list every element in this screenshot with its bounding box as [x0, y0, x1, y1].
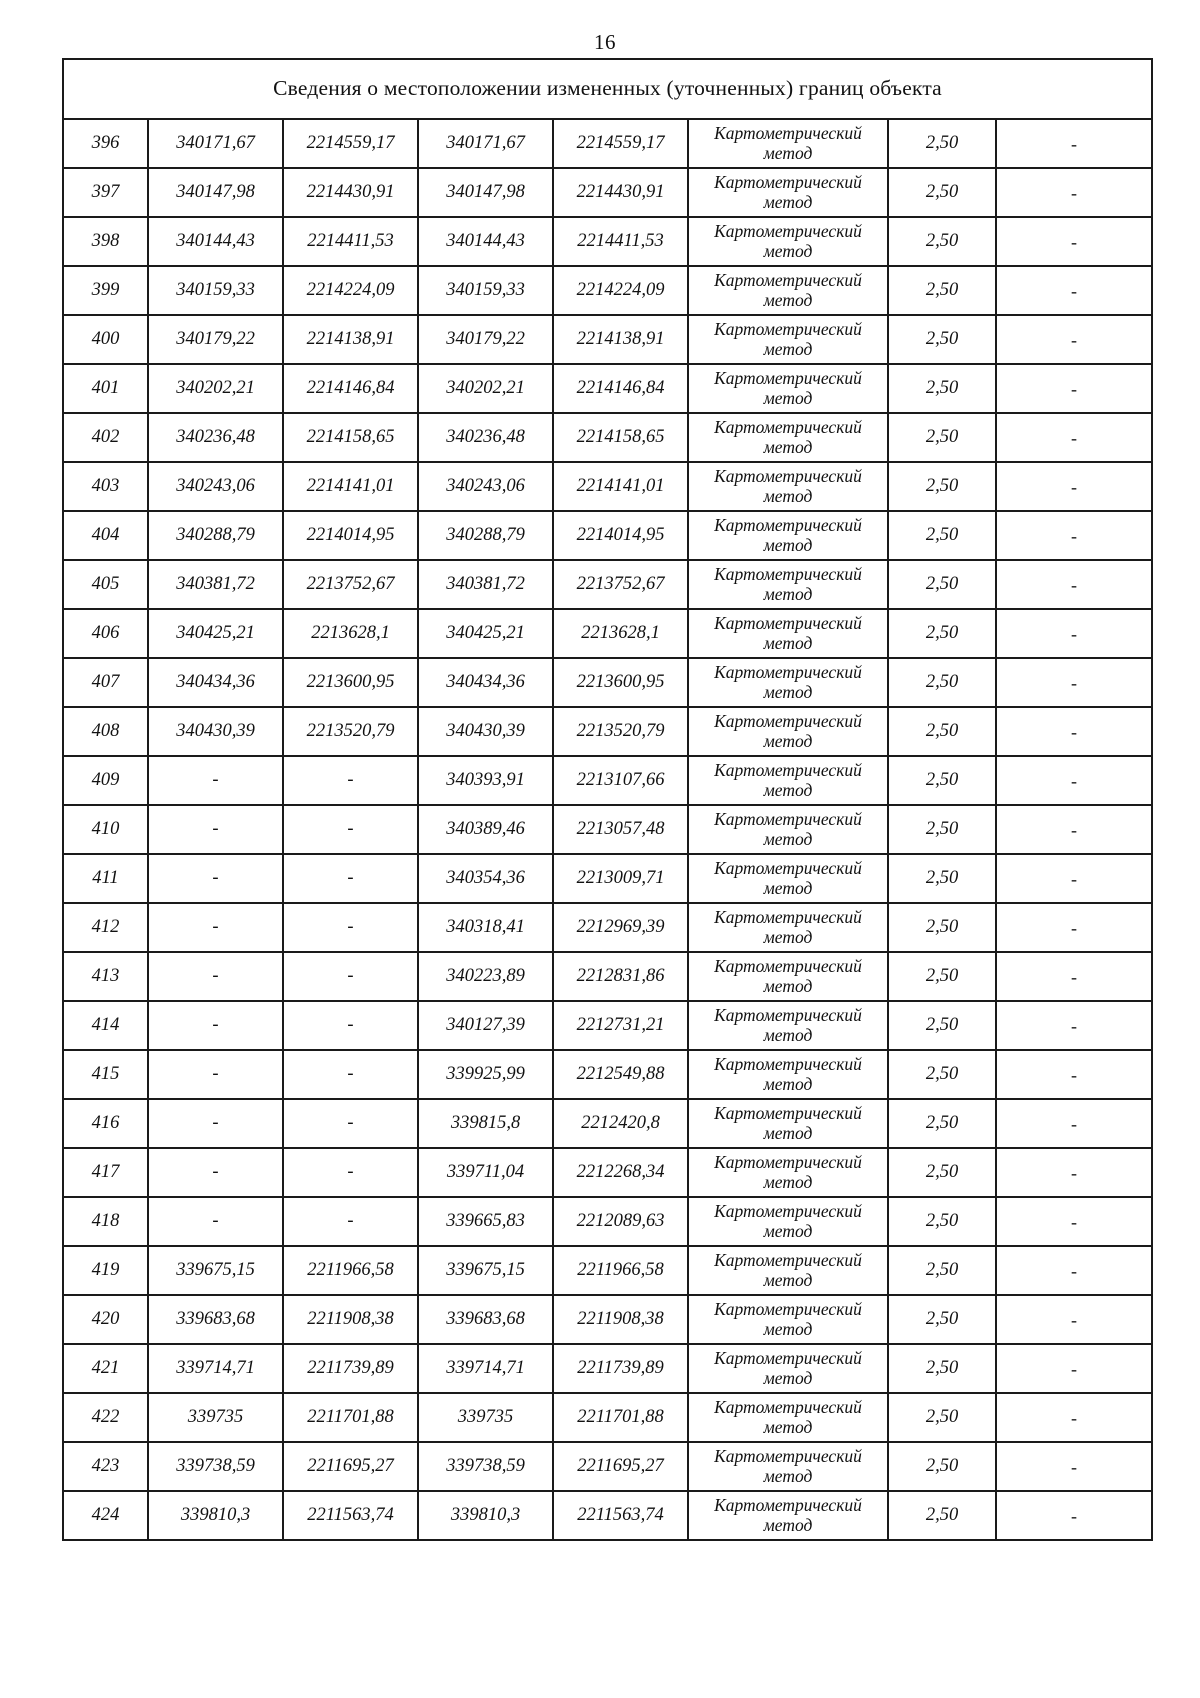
method-cell: Картометрический метод: [688, 1491, 888, 1540]
refined-x-cell: 339815,8: [418, 1099, 553, 1148]
point-number-cell: 401: [63, 364, 148, 413]
existing-x-cell: 339675,15: [148, 1246, 283, 1295]
accuracy-cell: 2,50: [888, 1295, 996, 1344]
method-cell: Картометрический метод: [688, 364, 888, 413]
refined-y-cell: 2213057,48: [553, 805, 688, 854]
method-cell: Картометрический метод: [688, 707, 888, 756]
point-number-cell: 423: [63, 1442, 148, 1491]
description-cell: -: [996, 1050, 1152, 1099]
refined-x-cell: 340434,36: [418, 658, 553, 707]
existing-x-cell: -: [148, 903, 283, 952]
accuracy-cell: 2,50: [888, 1050, 996, 1099]
table-row: [63, 1001, 1152, 1050]
table-row: [63, 1197, 1152, 1246]
point-number-cell: 405: [63, 560, 148, 609]
accuracy-cell: 2,50: [888, 315, 996, 364]
method-cell: Картометрический метод: [688, 560, 888, 609]
table-row: [63, 805, 1152, 854]
refined-x-cell: 339714,71: [418, 1344, 553, 1393]
point-number-cell: 418: [63, 1197, 148, 1246]
description-cell: -: [996, 707, 1152, 756]
description-cell: -: [996, 1001, 1152, 1050]
refined-x-cell: 340430,39: [418, 707, 553, 756]
table-row: [63, 364, 1152, 413]
accuracy-cell: 2,50: [888, 854, 996, 903]
existing-x-cell: 340147,98: [148, 168, 283, 217]
existing-y-cell: 2211695,27: [283, 1442, 418, 1491]
accuracy-cell: 2,50: [888, 609, 996, 658]
description-cell: -: [996, 1344, 1152, 1393]
method-cell: Картометрический метод: [688, 1295, 888, 1344]
existing-y-cell: -: [283, 1050, 418, 1099]
point-number-cell: 415: [63, 1050, 148, 1099]
method-cell: Картометрический метод: [688, 952, 888, 1001]
method-cell: Картометрический метод: [688, 1197, 888, 1246]
refined-x-cell: 339925,99: [418, 1050, 553, 1099]
existing-y-cell: -: [283, 1197, 418, 1246]
method-cell: Картометрический метод: [688, 1246, 888, 1295]
existing-y-cell: -: [283, 952, 418, 1001]
accuracy-cell: 2,50: [888, 1001, 996, 1050]
refined-x-cell: 340127,39: [418, 1001, 553, 1050]
description-cell: -: [996, 266, 1152, 315]
refined-y-cell: 2213107,66: [553, 756, 688, 805]
method-cell: Картометрический метод: [688, 658, 888, 707]
description-cell: -: [996, 854, 1152, 903]
method-cell: Картометрический метод: [688, 119, 888, 168]
existing-x-cell: 340425,21: [148, 609, 283, 658]
refined-y-cell: 2212731,21: [553, 1001, 688, 1050]
method-cell: Картометрический метод: [688, 903, 888, 952]
point-number-cell: 403: [63, 462, 148, 511]
method-cell: Картометрический метод: [688, 413, 888, 462]
refined-y-cell: 2212969,39: [553, 903, 688, 952]
table-row: [63, 1148, 1152, 1197]
refined-y-cell: 2214014,95: [553, 511, 688, 560]
refined-x-cell: 340159,33: [418, 266, 553, 315]
description-cell: -: [996, 1442, 1152, 1491]
table-row: [63, 1295, 1152, 1344]
existing-y-cell: -: [283, 903, 418, 952]
existing-x-cell: -: [148, 1050, 283, 1099]
existing-x-cell: -: [148, 756, 283, 805]
refined-y-cell: 2214138,91: [553, 315, 688, 364]
table-row: [63, 266, 1152, 315]
refined-y-cell: 2213752,67: [553, 560, 688, 609]
existing-y-cell: 2213628,1: [283, 609, 418, 658]
accuracy-cell: 2,50: [888, 952, 996, 1001]
refined-x-cell: 339810,3: [418, 1491, 553, 1540]
existing-y-cell: 2211966,58: [283, 1246, 418, 1295]
refined-x-cell: 339738,59: [418, 1442, 553, 1491]
method-cell: Картометрический метод: [688, 217, 888, 266]
refined-x-cell: 339665,83: [418, 1197, 553, 1246]
existing-y-cell: -: [283, 854, 418, 903]
point-number-cell: 417: [63, 1148, 148, 1197]
point-number-cell: 414: [63, 1001, 148, 1050]
existing-y-cell: 2214158,65: [283, 413, 418, 462]
accuracy-cell: 2,50: [888, 1491, 996, 1540]
existing-x-cell: -: [148, 854, 283, 903]
method-cell: Картометрический метод: [688, 1001, 888, 1050]
existing-x-cell: 340288,79: [148, 511, 283, 560]
description-cell: -: [996, 168, 1152, 217]
point-number-cell: 420: [63, 1295, 148, 1344]
method-cell: Картометрический метод: [688, 511, 888, 560]
existing-x-cell: -: [148, 952, 283, 1001]
table-title: Сведения о местоположении измененных (уточненных) границ объекта: [63, 59, 1152, 119]
existing-y-cell: -: [283, 756, 418, 805]
existing-x-cell: 340434,36: [148, 658, 283, 707]
point-number-cell: 407: [63, 658, 148, 707]
existing-x-cell: 340144,43: [148, 217, 283, 266]
existing-y-cell: 2214146,84: [283, 364, 418, 413]
refined-y-cell: 2211701,88: [553, 1393, 688, 1442]
accuracy-cell: 2,50: [888, 1246, 996, 1295]
method-cell: Картометрический метод: [688, 1344, 888, 1393]
table-row: [63, 1491, 1152, 1540]
refined-x-cell: 340389,46: [418, 805, 553, 854]
refined-y-cell: 2211563,74: [553, 1491, 688, 1540]
accuracy-cell: 2,50: [888, 1442, 996, 1491]
accuracy-cell: 2,50: [888, 560, 996, 609]
table-row: [63, 315, 1152, 364]
page-number: 16: [594, 30, 616, 54]
point-number-cell: 404: [63, 511, 148, 560]
method-cell: Картометрический метод: [688, 315, 888, 364]
accuracy-cell: 2,50: [888, 511, 996, 560]
existing-y-cell: 2211701,88: [283, 1393, 418, 1442]
table-body: [63, 119, 1152, 1540]
method-cell: Картометрический метод: [688, 609, 888, 658]
table-row: [63, 903, 1152, 952]
existing-x-cell: 339683,68: [148, 1295, 283, 1344]
description-cell: -: [996, 658, 1152, 707]
table-row: [63, 217, 1152, 266]
point-number-cell: 411: [63, 854, 148, 903]
description-cell: -: [996, 805, 1152, 854]
refined-y-cell: 2214146,84: [553, 364, 688, 413]
refined-x-cell: 340144,43: [418, 217, 553, 266]
existing-x-cell: 340179,22: [148, 315, 283, 364]
refined-x-cell: 339675,15: [418, 1246, 553, 1295]
existing-x-cell: 339738,59: [148, 1442, 283, 1491]
accuracy-cell: 2,50: [888, 903, 996, 952]
refined-x-cell: 340202,21: [418, 364, 553, 413]
point-number-cell: 412: [63, 903, 148, 952]
refined-y-cell: 2212268,34: [553, 1148, 688, 1197]
accuracy-cell: 2,50: [888, 168, 996, 217]
existing-y-cell: 2213752,67: [283, 560, 418, 609]
refined-x-cell: 340223,89: [418, 952, 553, 1001]
refined-x-cell: 340425,21: [418, 609, 553, 658]
method-cell: Картометрический метод: [688, 1442, 888, 1491]
accuracy-cell: 2,50: [888, 364, 996, 413]
table-row: [63, 1393, 1152, 1442]
method-cell: Картометрический метод: [688, 1148, 888, 1197]
method-cell: Картометрический метод: [688, 805, 888, 854]
point-number-cell: 416: [63, 1099, 148, 1148]
accuracy-cell: 2,50: [888, 1197, 996, 1246]
description-cell: -: [996, 1246, 1152, 1295]
description-cell: -: [996, 560, 1152, 609]
refined-y-cell: 2212831,86: [553, 952, 688, 1001]
existing-x-cell: 340243,06: [148, 462, 283, 511]
point-number-cell: 422: [63, 1393, 148, 1442]
point-number-cell: 400: [63, 315, 148, 364]
existing-x-cell: 340430,39: [148, 707, 283, 756]
existing-x-cell: 339714,71: [148, 1344, 283, 1393]
existing-y-cell: 2211563,74: [283, 1491, 418, 1540]
refined-y-cell: 2214158,65: [553, 413, 688, 462]
refined-y-cell: 2213520,79: [553, 707, 688, 756]
accuracy-cell: 2,50: [888, 266, 996, 315]
table-row: [63, 511, 1152, 560]
point-number-cell: 424: [63, 1491, 148, 1540]
description-cell: -: [996, 1099, 1152, 1148]
table-row: [63, 462, 1152, 511]
refined-x-cell: 340354,36: [418, 854, 553, 903]
refined-x-cell: 340381,72: [418, 560, 553, 609]
accuracy-cell: 2,50: [888, 119, 996, 168]
refined-x-cell: 340147,98: [418, 168, 553, 217]
existing-x-cell: -: [148, 1001, 283, 1050]
accuracy-cell: 2,50: [888, 1099, 996, 1148]
table-row: [63, 952, 1152, 1001]
existing-y-cell: 2214411,53: [283, 217, 418, 266]
description-cell: -: [996, 1148, 1152, 1197]
existing-x-cell: 339810,3: [148, 1491, 283, 1540]
description-cell: -: [996, 1295, 1152, 1344]
point-number-cell: 413: [63, 952, 148, 1001]
accuracy-cell: 2,50: [888, 805, 996, 854]
existing-x-cell: 340236,48: [148, 413, 283, 462]
existing-y-cell: 2211739,89: [283, 1344, 418, 1393]
description-cell: -: [996, 462, 1152, 511]
description-cell: -: [996, 609, 1152, 658]
refined-y-cell: 2213600,95: [553, 658, 688, 707]
refined-y-cell: 2212089,63: [553, 1197, 688, 1246]
method-cell: Картометрический метод: [688, 266, 888, 315]
refined-y-cell: 2214224,09: [553, 266, 688, 315]
existing-x-cell: -: [148, 1197, 283, 1246]
point-number-cell: 419: [63, 1246, 148, 1295]
table-row: [63, 1344, 1152, 1393]
table-row: [63, 1246, 1152, 1295]
table-row: [63, 1442, 1152, 1491]
refined-y-cell: 2212420,8: [553, 1099, 688, 1148]
table-row: [63, 1050, 1152, 1099]
table-row: [63, 413, 1152, 462]
existing-x-cell: 340381,72: [148, 560, 283, 609]
refined-x-cell: 340288,79: [418, 511, 553, 560]
description-cell: -: [996, 217, 1152, 266]
refined-x-cell: 339735: [418, 1393, 553, 1442]
table-row: [63, 609, 1152, 658]
method-cell: Картометрический метод: [688, 1393, 888, 1442]
existing-y-cell: -: [283, 1001, 418, 1050]
point-number-cell: 409: [63, 756, 148, 805]
description-cell: -: [996, 364, 1152, 413]
existing-x-cell: -: [148, 1099, 283, 1148]
description-cell: -: [996, 511, 1152, 560]
table-title-row: [63, 59, 1152, 119]
refined-x-cell: 339683,68: [418, 1295, 553, 1344]
refined-y-cell: 2214141,01: [553, 462, 688, 511]
table-row: [63, 707, 1152, 756]
refined-y-cell: 2213628,1: [553, 609, 688, 658]
existing-y-cell: 2214430,91: [283, 168, 418, 217]
existing-x-cell: 339735: [148, 1393, 283, 1442]
description-cell: -: [996, 952, 1152, 1001]
refined-y-cell: 2211908,38: [553, 1295, 688, 1344]
description-cell: -: [996, 1197, 1152, 1246]
refined-x-cell: 340393,91: [418, 756, 553, 805]
method-cell: Картометрический метод: [688, 756, 888, 805]
point-number-cell: 402: [63, 413, 148, 462]
table-row: [63, 560, 1152, 609]
refined-x-cell: 339711,04: [418, 1148, 553, 1197]
method-cell: Картометрический метод: [688, 854, 888, 903]
existing-y-cell: -: [283, 1148, 418, 1197]
description-cell: -: [996, 413, 1152, 462]
accuracy-cell: 2,50: [888, 462, 996, 511]
refined-y-cell: 2213009,71: [553, 854, 688, 903]
point-number-cell: 410: [63, 805, 148, 854]
point-number-cell: 421: [63, 1344, 148, 1393]
description-cell: -: [996, 315, 1152, 364]
refined-y-cell: 2214559,17: [553, 119, 688, 168]
table-row: [63, 119, 1152, 168]
refined-x-cell: 340243,06: [418, 462, 553, 511]
existing-y-cell: 2214014,95: [283, 511, 418, 560]
refined-y-cell: 2214411,53: [553, 217, 688, 266]
table-row: [63, 168, 1152, 217]
existing-x-cell: -: [148, 805, 283, 854]
point-number-cell: 408: [63, 707, 148, 756]
method-cell: Картометрический метод: [688, 1050, 888, 1099]
table-row: [63, 854, 1152, 903]
table-row: [63, 658, 1152, 707]
existing-x-cell: 340202,21: [148, 364, 283, 413]
description-cell: -: [996, 756, 1152, 805]
accuracy-cell: 2,50: [888, 217, 996, 266]
accuracy-cell: 2,50: [888, 707, 996, 756]
existing-y-cell: 2214138,91: [283, 315, 418, 364]
table-row: [63, 1099, 1152, 1148]
point-number-cell: 406: [63, 609, 148, 658]
description-cell: -: [996, 903, 1152, 952]
refined-y-cell: 2211695,27: [553, 1442, 688, 1491]
refined-x-cell: 340179,22: [418, 315, 553, 364]
description-cell: -: [996, 119, 1152, 168]
boundary-coordinates-table: [62, 58, 1153, 1541]
existing-y-cell: 2214141,01: [283, 462, 418, 511]
accuracy-cell: 2,50: [888, 756, 996, 805]
table-row: [63, 756, 1152, 805]
existing-y-cell: 2214559,17: [283, 119, 418, 168]
description-cell: -: [996, 1393, 1152, 1442]
existing-y-cell: -: [283, 1099, 418, 1148]
point-number-cell: 397: [63, 168, 148, 217]
point-number-cell: 396: [63, 119, 148, 168]
description-cell: -: [996, 1491, 1152, 1540]
refined-x-cell: 340236,48: [418, 413, 553, 462]
refined-y-cell: 2212549,88: [553, 1050, 688, 1099]
refined-x-cell: 340171,67: [418, 119, 553, 168]
existing-y-cell: 2211908,38: [283, 1295, 418, 1344]
accuracy-cell: 2,50: [888, 1148, 996, 1197]
existing-y-cell: 2213600,95: [283, 658, 418, 707]
refined-y-cell: 2211966,58: [553, 1246, 688, 1295]
existing-x-cell: 340159,33: [148, 266, 283, 315]
refined-x-cell: 340318,41: [418, 903, 553, 952]
accuracy-cell: 2,50: [888, 1344, 996, 1393]
existing-x-cell: -: [148, 1148, 283, 1197]
existing-x-cell: 340171,67: [148, 119, 283, 168]
method-cell: Картометрический метод: [688, 168, 888, 217]
point-number-cell: 399: [63, 266, 148, 315]
method-cell: Картометрический метод: [688, 1099, 888, 1148]
existing-y-cell: 2214224,09: [283, 266, 418, 315]
method-cell: Картометрический метод: [688, 462, 888, 511]
accuracy-cell: 2,50: [888, 1393, 996, 1442]
refined-y-cell: 2214430,91: [553, 168, 688, 217]
accuracy-cell: 2,50: [888, 658, 996, 707]
existing-y-cell: 2213520,79: [283, 707, 418, 756]
existing-y-cell: -: [283, 805, 418, 854]
accuracy-cell: 2,50: [888, 413, 996, 462]
point-number-cell: 398: [63, 217, 148, 266]
refined-y-cell: 2211739,89: [553, 1344, 688, 1393]
